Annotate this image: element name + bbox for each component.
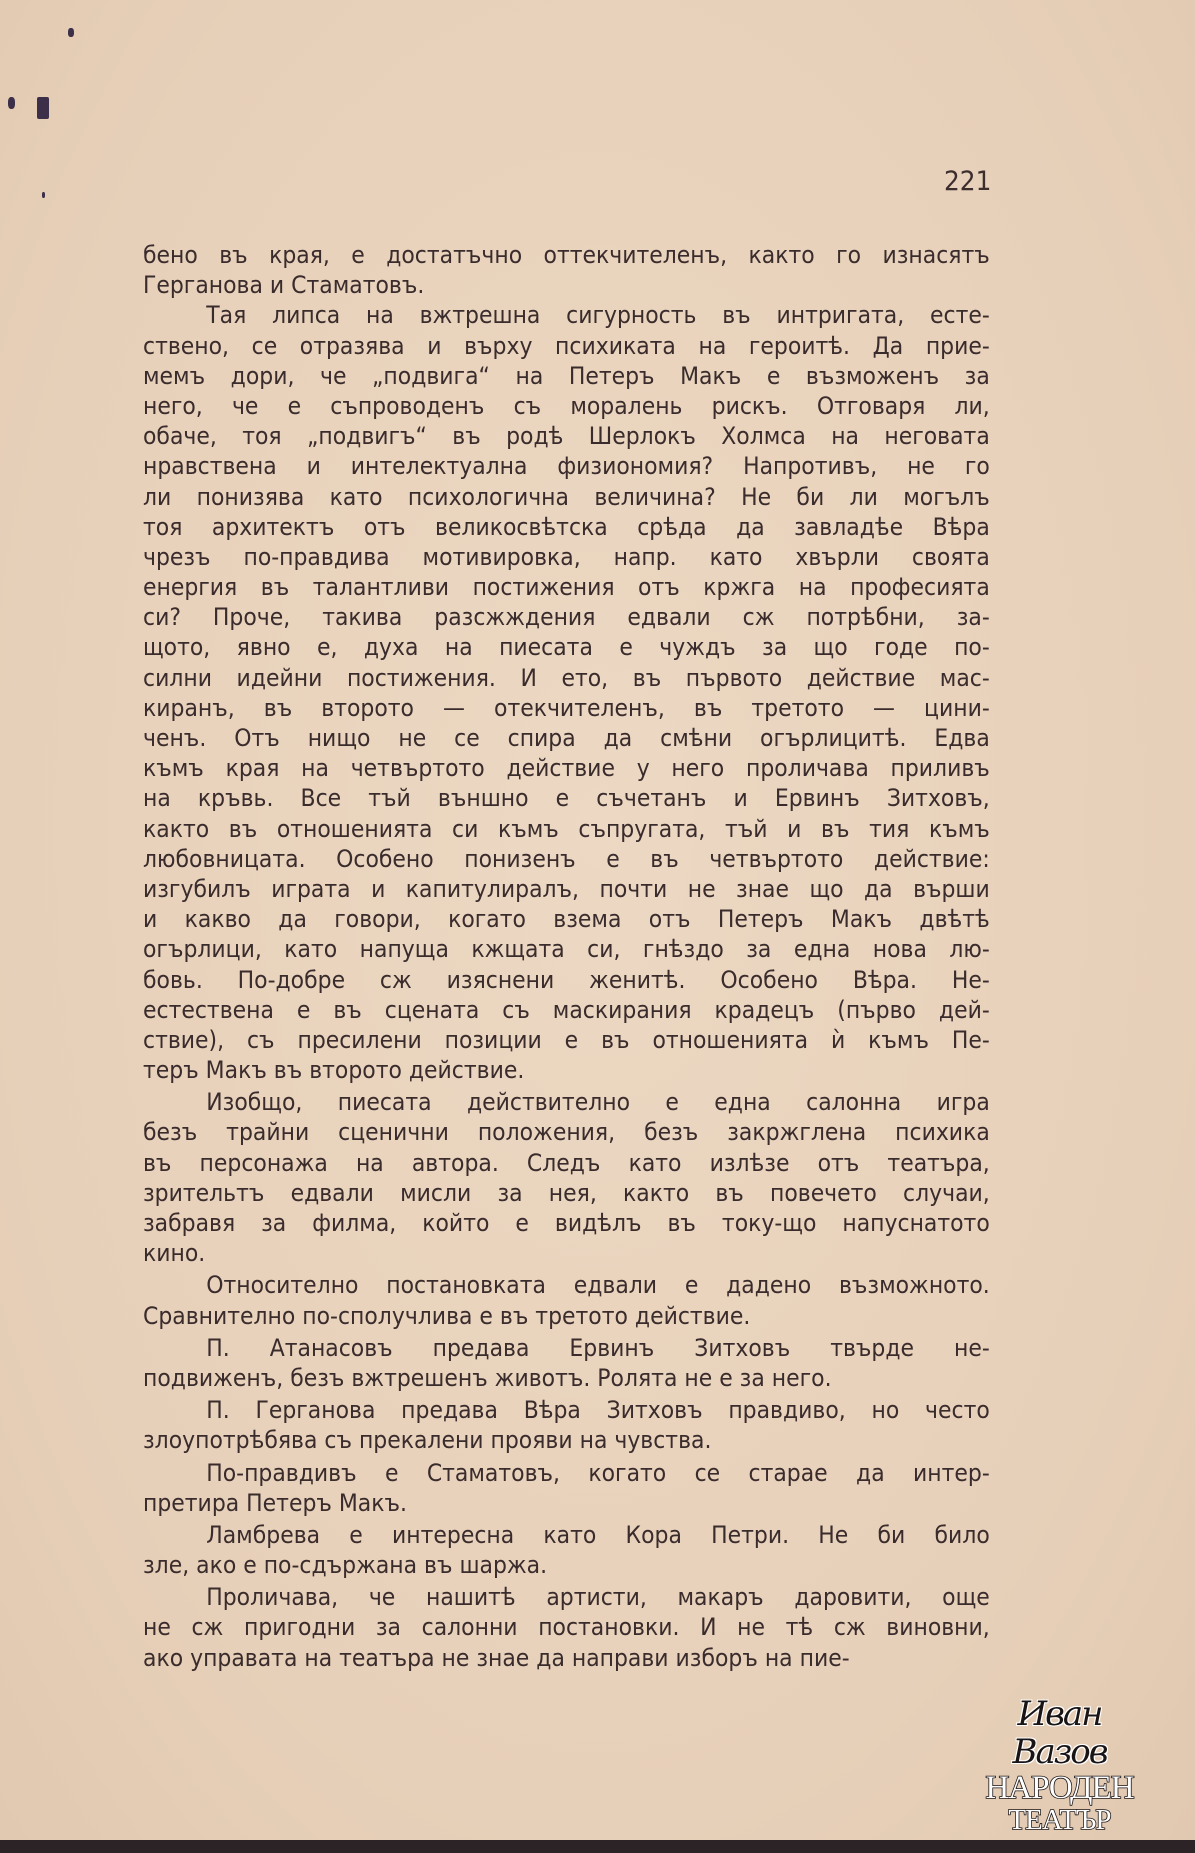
paragraph: [143, 1458, 990, 1518]
text-line: ченъ. Отъ нищо не се спира да смѣни огърлицитѣ. Едва: [143, 724, 990, 752]
paragraph: [143, 240, 990, 300]
text-line: Сравнително по-сполучлива е въ третото действие.: [143, 1301, 751, 1330]
paragraph: [143, 1270, 990, 1330]
text-line: любовницата. Особено понизенъ е въ четвъртото действие:: [143, 844, 990, 873]
paragraph: [143, 300, 990, 1085]
national-theatre-watermark: [972, 1694, 1147, 1836]
watermark-line-1: НАРОДЕН: [985, 1770, 1134, 1806]
text-line: мемъ дори, че „подвига“ на Петеръ Макъ е възможенъ за: [143, 361, 990, 390]
ink-speck: [68, 28, 74, 37]
ink-speck: [8, 97, 15, 109]
text-line: не сж пригодни за салонни постановки. И не тѣ сж виновни,: [143, 1613, 990, 1642]
text-line: зле, ако е по-сдържана въ шаржа.: [143, 1551, 548, 1580]
text-line: Герганова и Стаматовъ.: [143, 271, 425, 300]
text-line: щото, явно е, духа на пиесата е чуждъ за що годе по-: [143, 633, 990, 662]
text-line: По-правдивъ е Стаматовъ, когато се старае да интер-: [206, 1458, 990, 1487]
text-line: Ламбрева е интересна като Кора Петри. Не би било: [206, 1520, 990, 1549]
text-line: безъ трайни сценични положения, безъ закржглена психика: [143, 1118, 990, 1147]
ink-speck: [37, 97, 49, 119]
text-line: П. Атанасовъ предава Ервинъ Зитховъ твърде не-: [206, 1333, 990, 1362]
text-line: бовь. По-добре сж изяснени женитѣ. Особено Вѣра. Не-: [143, 965, 990, 994]
text-line: чрезъ по-правдива мотивировка, напр. като хвърли своята: [143, 542, 990, 571]
scan-bottom-edge: [0, 1840, 1195, 1853]
text-line: бено въ края, е достатъчно оттекчителенъ, както го изнасятъ: [143, 241, 990, 269]
text-line: както въ отношенията си къмъ съпругата, тъй и въ тия къмъ: [143, 814, 990, 843]
watermark-script-signature: Иван Вазов: [1012, 1694, 1107, 1772]
text-line: и какво да говори, когато взема отъ Петеръ Макъ двѣтѣ: [143, 905, 990, 934]
text-line: теръ Макъ въ второто действие.: [143, 1056, 525, 1085]
paragraph: [143, 1395, 990, 1455]
text-line: ако управата на театъра не знае да направи изборъ на пие-: [143, 1643, 850, 1672]
text-line: кино.: [143, 1239, 206, 1268]
text-line: П. Герганова предава Вѣра Зитховъ правдиво, но често: [206, 1396, 990, 1425]
text-line: подвиженъ, безъ вжтрешенъ животъ. Ролята не е за него.: [143, 1363, 832, 1392]
watermark-line-2: ТЕАТЪР: [1008, 1804, 1111, 1836]
text-line: забравя за филма, който е видѣлъ въ току-що напуснатото: [143, 1209, 990, 1237]
text-line: въ персонажа на автора. Следъ като излѣзе отъ театъра,: [143, 1148, 990, 1177]
paragraph: [143, 1582, 990, 1673]
paragraph: [143, 1520, 990, 1580]
text-line: Проличава, че нашитѣ артисти, макаръ даровити, още: [206, 1583, 990, 1612]
text-line: си? Проче, такива разсжждения едвали сж потрѣбни, за-: [143, 603, 990, 632]
article-body: [143, 240, 990, 1673]
text-line: него, че е съпроводенъ съ моралень рискъ. Отговаря ли,: [143, 391, 990, 420]
text-line: нравствена и интелектуална физиономия? Напротивъ, не го: [143, 452, 990, 481]
paragraph: [143, 1087, 990, 1268]
text-line: Изобщо, пиесата действително е една салонна игра: [206, 1088, 990, 1117]
paragraph: [143, 1333, 990, 1393]
text-line: огърлици, като напуща кжщата си, гнѣздо за една нова лю-: [143, 935, 990, 964]
text-line: ствие), съ пресилени позиции е въ отношенията ѝ къмъ Пе-: [143, 1025, 990, 1054]
text-line: къмъ края на четвъртото действие у него проличава приливъ: [143, 754, 990, 783]
text-line: киранъ, въ второто — отекчителенъ, въ третото — цини-: [143, 693, 990, 722]
text-line: злоупотрѣбява съ прекалени прояви на чувства.: [143, 1426, 712, 1455]
text-line: зрительтъ едвали мисли за нея, както въ повечето случаи,: [143, 1178, 990, 1207]
text-line: естествена е въ сцената съ маскирания крадецъ (първо дей-: [143, 995, 990, 1024]
text-line: ли понизява като психологична величина? Не би ли могълъ: [143, 482, 990, 511]
text-line: обаче, тоя „подвигъ“ въ родѣ Шерлокъ Холмса на неговата: [143, 422, 990, 451]
text-line: силни идейни постижения. И ето, въ първото действие мас-: [143, 663, 990, 692]
text-line: на кръвь. Все тъй външно е съчетанъ и Ервинъ Зитховъ,: [143, 784, 990, 813]
text-line: ствено, се отразява и върху психиката на героитѣ. Да прие-: [143, 331, 990, 360]
text-line: претира Петеръ Макъ.: [143, 1488, 407, 1517]
text-line: изгубилъ играта и капитулиралъ, почти не знае що да върши: [143, 874, 990, 903]
page-number: 221: [944, 166, 992, 197]
ink-speck: [42, 192, 45, 198]
text-line: Тая липса на вжтрешна сигурность въ интригата, есте-: [206, 301, 990, 330]
text-line: енергия въ талантливи постижения отъ кржга на професията: [143, 573, 990, 602]
text-line: Относително постановката едвали е дадено възможното.: [206, 1271, 990, 1300]
text-line: тоя архитектъ отъ великосвѣтска срѣда да завладѣе Вѣра: [143, 512, 990, 541]
